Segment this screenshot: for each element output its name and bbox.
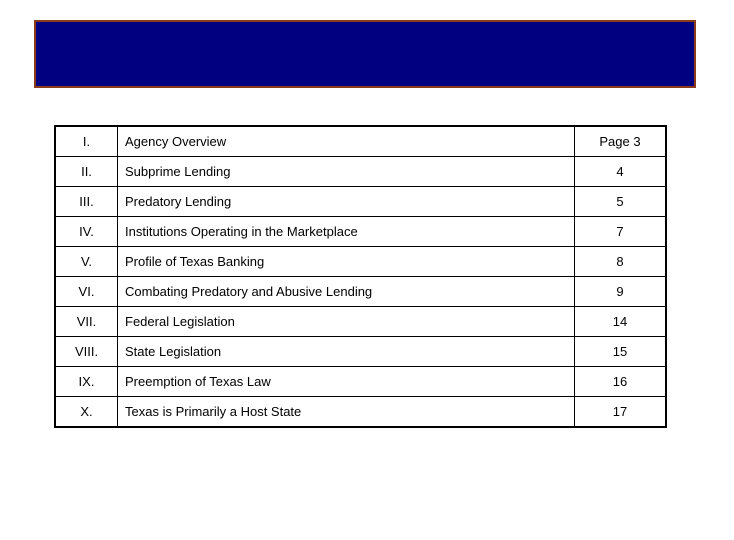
table-row (55, 277, 666, 307)
table-row (55, 397, 666, 428)
section-number: VII. (55, 307, 118, 337)
page-number: 15 (575, 337, 667, 367)
section-title: State Legislation (118, 337, 575, 367)
table-row (55, 187, 666, 217)
page-number: 16 (575, 367, 667, 397)
section-title: Combating Predatory and Abusive Lending (118, 277, 575, 307)
section-number: VIII. (55, 337, 118, 367)
page-number: 14 (575, 307, 667, 337)
section-number: II. (55, 157, 118, 187)
section-number: VI. (55, 277, 118, 307)
section-title: Preemption of Texas Law (118, 367, 575, 397)
page-number: 17 (575, 397, 667, 428)
table-of-contents (54, 125, 667, 428)
section-title: Institutions Operating in the Marketplace (118, 217, 575, 247)
table-row (55, 217, 666, 247)
section-title: Texas is Primarily a Host State (118, 397, 575, 428)
page-number: 5 (575, 187, 667, 217)
page-number: 7 (575, 217, 667, 247)
section-number: I. (55, 126, 118, 157)
section-number: IV. (55, 217, 118, 247)
title-banner (34, 20, 696, 88)
table-row (55, 126, 666, 157)
section-number: IX. (55, 367, 118, 397)
section-title: Profile of Texas Banking (118, 247, 575, 277)
section-number: V. (55, 247, 118, 277)
table-row (55, 367, 666, 397)
section-title: Subprime Lending (118, 157, 575, 187)
table-row (55, 247, 666, 277)
section-title: Agency Overview (118, 126, 575, 157)
page-number: 8 (575, 247, 667, 277)
page-number: 4 (575, 157, 667, 187)
page-number: 9 (575, 277, 667, 307)
section-title: Federal Legislation (118, 307, 575, 337)
table-row (55, 307, 666, 337)
section-number: III. (55, 187, 118, 217)
table-row (55, 337, 666, 367)
table-row (55, 157, 666, 187)
section-title: Predatory Lending (118, 187, 575, 217)
page-number: Page 3 (575, 126, 667, 157)
section-number: X. (55, 397, 118, 428)
